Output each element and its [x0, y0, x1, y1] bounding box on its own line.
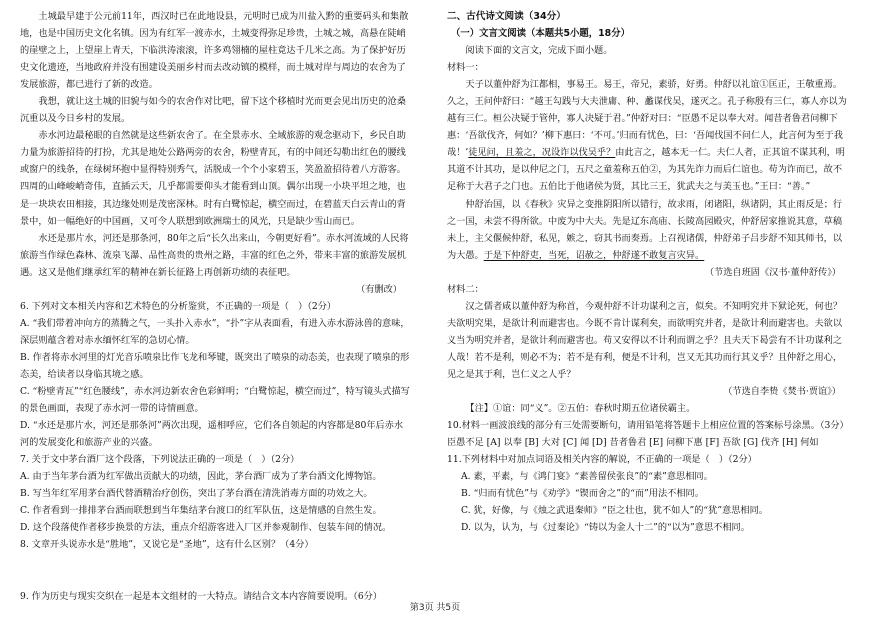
material-1-paragraph-2: 仲舒治国，以《春秋》灾异之变推阴阳所以错行，故求雨，闭诸阳，纵诸阴，其止雨反是；行之一国，未尝不得所欲。中废为中大夫。先是辽东高庙、长陵高园殿灾，仲舒居家推说其意，草稿未上，主父偃候仲舒，私见，嫉之，窃其书而奏焉。上召视诸儒，仲舒弟子吕步舒不知其师书，以为大愚。于是下仲舒吏，当死，诏赦之，仲舒遂不敢复言灾异。 — [447, 198, 843, 261]
material-1-paragraph-1: 天子以董仲舒为江都相，事易王。易王，帝兄，素骄，好勇。仲舒以礼谊①匡正，王敬重焉。久之，王问仲舒曰：“越王勾践与大夫泄庸、种、蠡谋伐吴，遂灭之。孔子称殷有三仁，寡人亦以为越有三仁。桓公决疑于管仲，寡人决疑于君。”仲舒对曰：“臣愚不足以奉大对。闻昔者鲁君问柳下惠：‘吾欲伐齐，何如？’柳下惠曰：‘不可。’归而有忧色，曰：‘吾闻伐国不问仁人，此言何为至于我哉！’徒见问，且羞之，况设诈以伐吴乎？由此言之，越本无一仁。夫仁人者，正其谊不谋其利，明其道不计其功，是以仲尼之门，五尺之童羞称五伯②，为其先诈力而后仁谊也。苟为诈而已，故不足称于大君子之门也。五伯比于他诸侯为贤，其比三王，犹武夫之与美玉也。”王曰：“善。” — [447, 79, 847, 193]
question-6-option-b: B. 作者将赤水河里的灯光音乐喷泉比作飞龙和琴键，既突出了喷泉的动态美，也表现了喷泉的形态美，给读者以身临其境之感。 — [20, 351, 410, 380]
section-heading: 二、古代诗文阅读（34分） — [447, 11, 566, 22]
question-9: 9. 作为历史与现实交织在一起是本文组材的一大特点。请结合文本内容简要说明。（6分） — [20, 590, 383, 602]
question-11: 11.下列材料中对加点词语及相关内容的解说，不正确的一项是（ ）（2分） — [447, 454, 757, 466]
question-7-option-a: A. 由于当年茅台酒为红军做出贡献大的功绩，因此，茅台酒厂成为了茅台酒文化博物馆。 — [20, 471, 382, 483]
question-10-text: 臣愚不足 [A] 以奉 [B] 大对 [C] 闻 [D] 昔者鲁君 [E] 问柳下惠 [F] 吾欲 [G] 伐齐 [H] 何如 — [447, 437, 819, 449]
question-11-option-d: D. 以为，认为，与《过秦论》“铸以为金人十二”的“以为”意思不相同。 — [461, 522, 750, 534]
answer-space — [20, 554, 412, 588]
question-11-option-b: B. “归而有忧色”与《劝学》“锲而舍之”的“而”用法不相同。 — [461, 488, 704, 500]
article-paragraph-1: 土城最早建于公元前11年，西汉时已在此地设县，元明时已成为川盐入黔的重要码头和集散地，也是中国历史文化名镇。因为有红军一渡赤水，土城变得弥足珍贵，土城之城，高悬在陡峭的崖壁之上，上望崖上青天，下临洪涛滚滚，许多鸡翎楠的屋柱竟达千几米之高。为了保护好历史文化遗迹，当地政府并没有围建设美丽乡村而去改动镇的模样，而土城对岸与周边的农舍为了发展旅游，都已进行了新的改造。 — [20, 11, 409, 91]
question-6-option-a: A. “我们带着冲向方的蒸腾之气，一头扑入赤水”，“扑”字从表面看，有进入赤水游泳兽的意味，深层则蕴含着对赤水缅怀红军的急切心情。 — [20, 317, 410, 346]
annotation-note: 【注】①谊：同“义”。②五伯：春秋时期五位诸侯霸主。 — [465, 403, 696, 415]
question-11-option-c: C. 犹，好像，与《烛之武退秦师》“臣之壮也，犹不如人”的“犹”意思相同。 — [461, 505, 768, 517]
question-7-option-d: D. 这个段落使作者移步换景的方法，重点介绍游客进入厂区并参观制作、包装车间的情况。 — [20, 522, 392, 534]
article-source: （有删改） — [356, 283, 402, 295]
question-11-option-a: A. 素，平素，与《鸿门宴》“素善留侯张良”的“素”意思相同。 — [461, 471, 713, 483]
question-6: 6. 下列对文本相关内容和艺术特色的分析鉴赏，不正确的一项是（ ）（2分） — [20, 300, 337, 312]
article-paragraph-2: 我想，就让这土城的旧貌与如今的农舍作对比吧，留下这个移植时光而更会见出历史的沧桑沉重以及今日乡村的发展。 — [20, 96, 406, 125]
page-footer: 第3页 共5页 — [409, 603, 461, 613]
question-7: 7. 关于文中茅台酒厂这个段落，下列说法正确的一项是（ ）（2分） — [20, 454, 300, 466]
article-paragraph-4: 水还是那片水，河还是那条河，80年之后“长久出来山，今朝更好看”。赤水河流域的人民将旅游当作绿色森林、流泉飞瀑、品性高贵的贵州之路，丰富的红色之外，带来丰富的旅游发展机遇。这又是他们继承红军的精神在新长征路上再创新功绩的表征吧。 — [20, 232, 409, 278]
right-column — [447, 8, 851, 536]
subsection-heading: （一）文言文阅读（本题共5小题，18分） — [451, 28, 630, 40]
question-7-option-b: B. 写当年红军用茅台酒代替酒精治疗创伤，突出了茅台酒在清洗消毒方面的功效之大。 — [20, 488, 373, 500]
material-2-paragraph: 汉之儒者咸以董仲舒为称首，今观仲舒不计功谋利之言，似矣。不知明究并下狱论死，何也？夫欲明究果，是欲计利而避害也。今既不肯计谋利矣，而欲明究并者，是欲计利而避害也。夫欲以义当为明究并者，是欲计利而避害也。苟又安得以不计利而谓之乎？且夫天下曷尝有不计功谋利之人哉！若不是利，则必不为；若不是有利，便是不计利，岂又无其功而行其义乎？且仲舒之用心，见之是其于利，岂仁义之人乎？ — [447, 300, 843, 380]
question-7-option-c: C. 作者看到一排排茅台酒而联想到当年集结茅台渡口的红军队伍，这是情感的自然生发。 — [20, 505, 382, 517]
material-1-source: （节选自班固《汉书·董仲舒传》） — [704, 266, 841, 278]
question-6-option-c: C. “粉壁青瓦”“红色腰线”，赤水河边新农舍色彩鲜明；“白鹭惊起，横空而过”，特写镜头式描写的景色画面，表现了赤水河一带的诗情画意。 — [20, 386, 410, 415]
reading-instruction: 阅读下面的文言文，完成下面小题。 — [465, 45, 613, 57]
article-paragraph-3: 赤水河边最秘眼的自然就是这些新农舍了。在全景赤水、全域旅游的观念驱动下，乡民自助力量为旅游招待的打扮，尤其是地处公路两旁的农舍，粉壁青瓦，有的中间还勾勒出红色的腰线或窗户的线条，在绿树环抱中显得特别秀气，活脱成一个个小家碧玉，笑盈盈招待着八方游客。四周的山峰峻峭奇伟，直插云天，几乎都需要仰头才能看到山顶。偶尔出现一小块平坦之地，也是一块块农田相接，其边缘处则是茂密深林。时有白鹭惊起，横空而过，在碧蓝天白云青山的背景中，如一幅绝好的中国画，又可令人联想到欧洲瑞士的风光，只是缺少雪山而已。 — [20, 130, 406, 227]
material-2-source: （节选自李贽《焚书·贾谊》） — [723, 386, 841, 398]
material-1-label: 材料一： — [447, 62, 484, 74]
material-2-label: 材料二： — [447, 283, 484, 295]
question-6-option-d: D. “水还是那片水，河还是那条河”两次出现，遥相呼应，它们各自领起的内容都是80年后赤水河的发展变化和旅游产业的兴盛。 — [20, 420, 404, 449]
left-column — [20, 8, 412, 605]
question-8: 8. 文章开头说赤水是“胜地”，又说它是“圣地”，这有什么区别？（4分） — [20, 539, 314, 551]
question-10: 10.材料一画波浪线的部分有三处需要断句，请用铅笔将答题卡上相应位置的答案标号涂黑。（3分） — [447, 420, 849, 432]
